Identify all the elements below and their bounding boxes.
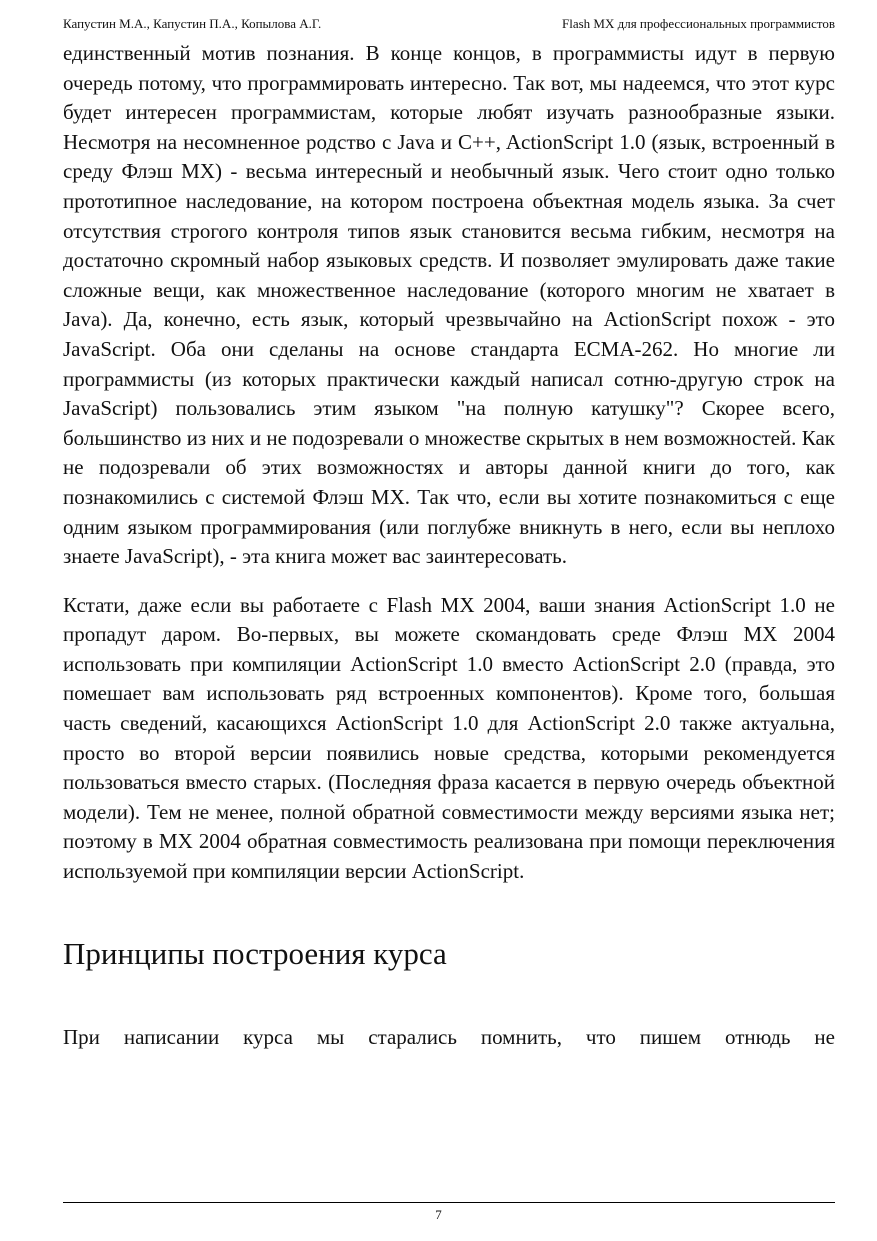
body-paragraph-3: При написании курса мы старались помнить, что пишем отнюдь не: [63, 1024, 835, 1049]
running-header: [63, 16, 835, 32]
section-heading: Принципы построения курса: [63, 935, 447, 971]
page-number: 7: [435, 1207, 442, 1222]
header-authors: Капустин М.А., Капустин П.А., Копылова А.Г.: [63, 16, 322, 31]
page-body: [63, 39, 835, 1073]
body-paragraph-1: единственный мотив познания. В конце концов, в программисты идут в первую очередь потому, что программировать интересно. Так вот, мы надеемся, что этот курс будет интересен программистам, которые любят изучать разнообразные языки. Несмотря на несомненное родство с Java и C++, ActionScript 1.0 (язык, встроенный в среду Флэш MX) - весьма интересный и необычный язык. Чего стоит одно только прототипное наследование, на котором построена объектная модель языка. За счет отсутствия строгого контроля типов язык становится весьма гибким, несмотря на достаточно скромный набор языковых средств. И позволяет эмулировать даже такие сложные вещи, как множественное наследование (которого многим не хватает в Java). Да, конечно, есть язык, который чрезвычайно на ActionScript похож - это JavaScript. Оба они сделаны на основе стандарта ECMA-262. Но многие ли программисты (из которых практически каждый написал сотню-другую строк на JavaScript) пользовались этим языком "на полную катушку"? Скорее всего, большинство из них и не подозревали о множестве скрытых в нем возможностей. Как не подозревали об этих возможностях и авторы данной книги до того, как познакомились с системой Флэш MX. Так что, если вы хотите познакомиться с еще одним языком программирования (или поглубже вникнуть в него, если вы неплохо знаете JavaScript), - эта книга может вас заинтересовать.: [63, 41, 835, 569]
footer-divider: [63, 1202, 835, 1203]
body-paragraph-2: Кстати, даже если вы работаете с Flash MX 2004, ваши знания ActionScript 1.0 не пропадут даром. Во-первых, вы можете скомандовать среде Флэш MX 2004 использовать при компиляции ActionScript 1.0 вместо ActionScript 2.0 (правда, это помешает вам использовать ряд встроенных компонентов). Кроме того, большая часть сведений, касающихся ActionScript 1.0 для ActionScript 2.0 также актуальна, просто во второй версии появились новые средства, которыми рекомендуется пользоваться вместо старых. (Последняя фраза касается в первую очередь объектной модели). Тем не менее, полной обратной совместимости между версиями языка нет; поэтому в MX 2004 обратная совместимость реализована при помощи переключения используемой при компиляции версии ActionScript.: [63, 592, 835, 884]
header-book-title: Flash MX для профессиональных программистов: [561, 16, 835, 31]
